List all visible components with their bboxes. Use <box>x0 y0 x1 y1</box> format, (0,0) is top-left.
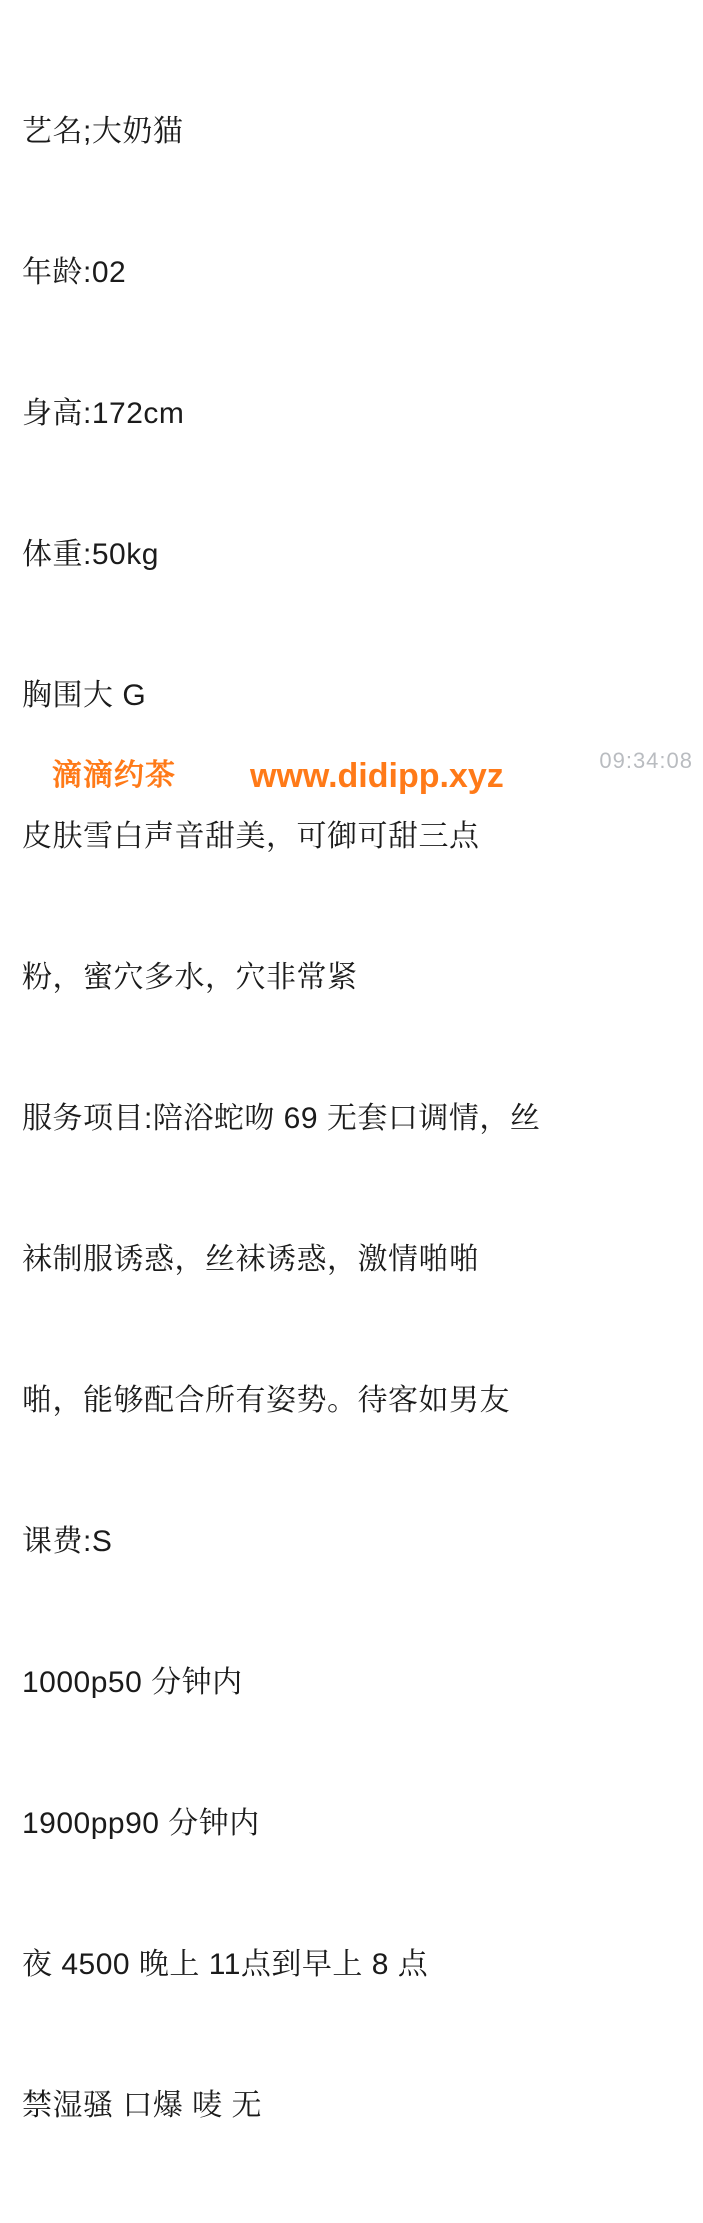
timestamp: 09:34:08 <box>599 748 693 773</box>
text-line: 夜 4500 晚上 11点到早上 8 点 <box>22 1948 429 1981</box>
text-line: 禁湿骚 口爆 唛 无 <box>22 2089 263 2122</box>
text-line: 年龄:02 <box>22 256 127 289</box>
text-line: 粉，蜜穴多水，穴非常紧 <box>22 961 358 994</box>
text-line: 服务项目:陪浴蛇吻 69 无套口调情，丝 <box>22 1102 541 1135</box>
text-line: 啪，能够配合所有姿势。待客如男友 <box>22 1384 510 1417</box>
text-line: 身高:172cm <box>22 397 185 430</box>
text-line: 艺名;大奶猫 <box>22 115 184 148</box>
watermark-url: www.didipp.xyz <box>250 757 504 795</box>
text-line: 皮肤雪白声音甜美，可御可甜三点 <box>22 820 480 853</box>
text-line: 胸围大 G <box>22 679 147 712</box>
text-line: 课费:S <box>22 1525 113 1558</box>
text-line: 体重:50kg <box>22 538 159 571</box>
text-line: 1000p50 分钟内 <box>22 1666 243 1699</box>
text-line: 袜制服诱惑，丝袜诱惑，激情啪啪 <box>22 1243 480 1276</box>
watermark-brand: 滴滴约茶 <box>52 759 176 792</box>
text-line: 1900pp90 分钟内 <box>22 1807 260 1840</box>
profile-description <box>22 14 693 2223</box>
